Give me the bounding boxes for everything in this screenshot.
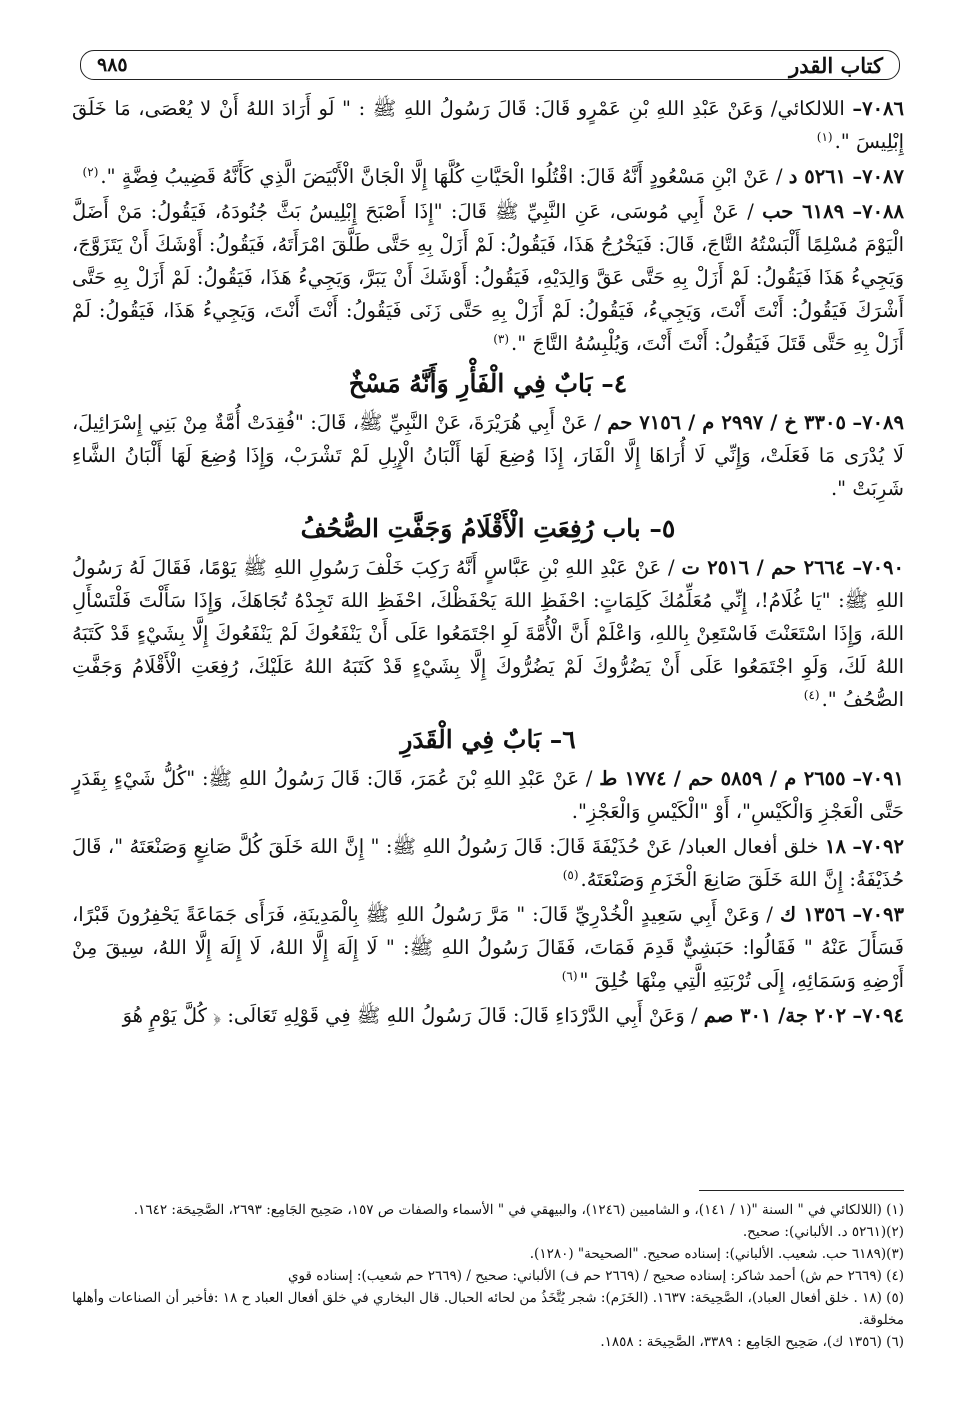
footnote-1: (١) (اللالكائي في " السنة "(١ / ١٤١)، و الشاميين (١٢٤٦)، والبيهقي في " الأسماء والصفات ص ١٥٧، صَحِيح الجَامِع: ٢٦٩٣، الصَّحِيحَة: ١٦٤٢. <box>133 1202 904 1218</box>
hadith-refs: ٢٦٥٥ م / ٥٨٥٩ حم / ١٧٧٤ ط <box>599 767 846 790</box>
hadith-number: ٧٠٩١– <box>852 767 905 790</box>
hadith-text: / عَنْ عَبْدِ اللهِ بْنَ عُمَرَ، قَالَ: قَالَ رَسُولُ اللهِ ﷺ: "كُلُّ شَيْءٍ بِقَدَرٍ حَتَّى الْعَجْزِ وَالْكَيْسِ"، أَوْ "الْكَيْسِ وَالْعَجْزِ". <box>72 767 904 823</box>
footnote-marker: (٢) <box>82 164 99 179</box>
footnote-4: (٤) (٢٦٦٩ حم ش) أحمد شاكر: إسناده صحيح / (٢٦٦٩ حم ف) الألباني: صحيح / (٢٦٦٩ حم شعيب): إسناده قوي <box>287 1268 904 1284</box>
hadith-refs: ١٣٥٦ ك <box>779 903 846 926</box>
hadith-refs: ٣٣٠٥ خ / ٢٩٩٧ م / ٧١٥٦ حم <box>607 411 846 434</box>
footnote-6: (٦) (١٣٥٦ ك)، صَحِيح الجَامِع : ٣٣٨٩، الصَّحِيحَة : ١٨٥٨. <box>600 1334 904 1350</box>
hadith-7091 <box>72 762 904 828</box>
footnotes <box>72 1190 904 1353</box>
hadith-text: / عَنْ عَبْدِ اللهِ بْنِ عَبَّاسٍ أَنَّهُ رَكِبَ خَلْفَ رَسُولِ اللهِ ﷺ يَوْمًا، فَقَالَ لَهُ رَسُولُ اللهِ ﷺ: "يَا غُلَامُ!، إِنِّي مُعَلِّمُكَ كَلِمَاتٍ: احْفَظِ اللهَ يَحْفَظْكَ، احْفَظِ اللهَ تَجِدْهُ تُجَاهَكَ، وَإِذَا سَأَلْتَ فَلْتَسْأَلِ اللهَ، وَإِذَا اسْتَعَنْتَ فَاسْتَعِنْ بِاللهِ، وَاعْلَمْ أَنَّ الْأُمَّةَ لَوِ اجْتَمَعُوا عَلَى أَنْ يَنْفَعُوكَ لَمْ يَنْفَعُوكَ إِلَّا بِشَيْءٍ قَدْ كَتَبَهُ اللهُ لَكَ، وَلَوِ اجْتَمَعُوا عَلَى أَنْ يَضُرُّوكَ لَمْ يَضُرُّوكَ إِلَّا بِشَيْءٍ قَدْ كَتَبَهُ اللهُ عَلَيْكَ، رُفِعَتِ الْأَقْلَامُ وَجَفَّتِ الصُّحُفُ ". <box>72 556 904 711</box>
hadith-number: ٧٠٨٧– <box>852 165 904 188</box>
chapter-heading-5: ٥– باب رُفِعَتِ الْأَقْلَامُ وَجَفَّتِ الصُّحُفُ <box>300 514 676 543</box>
hadith-7089 <box>72 406 904 505</box>
footnote-3: (٣)(٦١٨٩ حب. شعيب. الألباني): إسناده صحيح. "الصحيحة" (١٢٨٠). <box>529 1246 904 1262</box>
book-title: كتاب القدر <box>789 52 883 78</box>
hadith-text: خلق أفعال العباد/ عَنْ حُذَيْفَةَ قَالَ: قَالَ رَسُولُ اللهِ ﷺ: " إِنَّ اللهَ خَلَقَ كُلَّ صَانِعٍ وَصَنْعَتَهُ "، قَالَ حُذَيْفَةُ: إِنَّ اللهَ خَلَقَ صَانِعَ الْخَزَمِ وَصَنْعَتَهُ. <box>72 835 904 891</box>
chapter-heading-6: ٦– بَابٌ فِي الْقَدَرِ <box>400 725 576 754</box>
hadith-7087 <box>72 160 904 193</box>
footnote-marker: (٦) <box>561 968 578 983</box>
hadith-text: اللالكائي/ وَعَنْ عَبْدِ اللهِ بْنِ عَمْرٍو قَالَ: قَالَ رَسُولُ اللهِ ﷺ : " لَو أَرَادَ اللهُ أَنْ لا يُعْصَى، مَا خَلَقَ إِبْلِيسَ ". <box>72 97 904 153</box>
footnote-5: (٥) (١٨ . خلق أفعال العباد)، الصَّحِيحَة: ١٦٣٧. (الخَزَم): شجر يُتَّخَذُ من لحائه الحبال. قال البخاري في خلق أفعال العباد ح ١٨ :فأخبر أن الصناعات وأهلها مخلوقة. <box>72 1290 904 1328</box>
hadith-7090 <box>72 551 904 716</box>
hadith-refs: ١٨ <box>824 835 846 858</box>
hadith-7093 <box>72 898 904 997</box>
page-body <box>72 92 904 1034</box>
page-header <box>80 50 900 80</box>
hadith-refs: ٥٢٦١ د <box>788 165 847 188</box>
hadith-refs: ٢٠٢ جة/ ٣٠١ صم <box>703 1004 847 1027</box>
hadith-number: ٧٠٨٩– <box>852 411 905 434</box>
hadith-7094 <box>72 999 904 1032</box>
hadith-number: ٧٠٩٤– <box>852 1004 904 1027</box>
hadith-number: ٧٠٨٦– <box>852 97 905 120</box>
footnote-marker: (٣) <box>493 331 510 346</box>
hadith-number: ٧٠٩٣– <box>852 903 904 926</box>
hadith-text: / وَعَنْ أَبِي الدَّرْدَاءِ قَالَ: قَالَ رَسُولُ اللهِ ﷺ فِي قَوْلِهِ تَعَالَى: ﴿ كُلَّ يَوْمٍ هُوَ <box>122 1004 698 1027</box>
footnote-divider <box>699 1190 904 1191</box>
hadith-number: ٧٠٨٨– <box>852 200 904 223</box>
hadith-text: / وَعَنْ أَبِي سَعِيدٍ الْخُدْرِيِّ قَالَ: " مَرَّ رَسُولُ اللهِ ﷺ بِالْمَدِينَةِ، فَرَأَى جَمَاعَةً يَحْفِرُونَ قَبْرًا، فَسَأَلَ عَنْهُ " فَقَالُوا: حَبَشِيٌّ قَدِمَ فَمَاتَ، فَقَالَ رَسُولُ اللهِ ﷺ: " لَا إِلَهَ إِلَّا اللهُ، لَا إِلَهَ إِلَّا اللهُ، سِيقَ مِنْ أَرْضِهِ وَسَمَائِهِ، إِلَى تُرْبَتِهِ الَّتِي مِنْهَا خُلِقَ " <box>72 903 904 992</box>
hadith-text: / عَنْ ابْنِ مَسْعُودٍ أَنَّهُ قَالَ: اقْتُلُوا الْحَيَّاتِ كُلَّهَا إِلَّا الْجَانَّ الْأَبْيَضَ الَّذِي كَأَنَّهُ قَضِيبُ فِضَّةٍ ". <box>100 165 783 188</box>
hadith-7092 <box>72 830 904 896</box>
page-number: ٩٨٥ <box>97 54 128 76</box>
footnote-2: (٢)(٥٢٦١ د. الألباني): صحيح. <box>742 1224 904 1240</box>
footnote-marker: (٥) <box>562 867 579 882</box>
hadith-number: ٧٠٩٢– <box>852 835 904 858</box>
hadith-refs: ٢٦٦٤ حم / ٢٥١٦ ت <box>681 556 846 579</box>
hadith-7086 <box>72 92 904 158</box>
hadith-text: / عَنْ أَبِي هُرَيْرَةَ، عَنْ النَّبِيِّ ﷺ، قَالَ: "فُقِدَتْ أُمَّةٌ مِنْ بَنِي إِسْرَائِيلَ، لَا يُدْرَى مَا فَعَلَتْ، وَإِنِّي لَا أُرَاهَا إِلَّا الْفَارَ، إِذَا وُضِعَ لَهَا أَلْبَانُ الْإِبِلِ لَمْ تَشْرَبْ، وَإِذَا وُضِعَ لَهَا أَلْبَانُ الشَّاءِ شَرِبَتْ ". <box>72 411 904 500</box>
hadith-7088 <box>72 195 904 360</box>
hadith-text: / عَنْ أَبِي مُوسَى، عَنِ النَّبِيِّ ﷺ قَالَ: "إِذَا أَصْبَحَ إِبْلِيسُ بَثَّ جُنُودَهُ، فَيَقُولُ: مَنْ أَضَلَّ الْيَوْمَ مُسْلِمًا أَلْبَسْتُهُ التَّاجَ، قَالَ: فَيَخْرُجُ هَذَا، فَيَقُولُ: لَمْ أَزَلْ بِهِ حَتَّى طَلَّقَ امْرَأَتَهُ، فَيَقُولُ: أَوْشَكَ أَنْ يَتَزَوَّجَ، وَيَجِيءُ هَذَا فَيَقُولُ: لَمْ أَزَلْ بِهِ حَتَّى عَقَّ وَالِدَيْهِ، فَيَقُولُ: أَوْشَكَ أَنْ يَبَرَّ، وَيَجِيءُ هَذَا، فَيَقُولُ: لَمْ أَزَلْ بِهِ حَتَّى أَشْرَكَ فَيَقُولُ: أَنْتَ أَنْتَ، وَيَجِيءُ، فَيَقُولُ: لَمْ أَزَلْ بِهِ حَتَّى زَنَى فَيَقُولُ: أَنْتَ أَنْتَ، وَيَجِيءُ هَذَا، فَيَقُولُ: لَمْ أَزَلْ بِهِ حَتَّى قَتَلَ فَيَقُولُ: أَنْتَ أَنْتَ، وَيُلْبِسُهُ التَّاجَ ". <box>72 200 904 355</box>
hadith-number: ٧٠٩٠– <box>852 556 905 579</box>
hadith-refs: ٦١٨٩ حب <box>762 200 845 223</box>
footnote-marker: (٤) <box>803 687 820 702</box>
chapter-heading-4: ٤– بَابٌ فِي الْفَأْرِ وَأَنَّهُ مَسْخٌ <box>348 369 628 398</box>
footnote-marker: (١) <box>816 129 833 144</box>
